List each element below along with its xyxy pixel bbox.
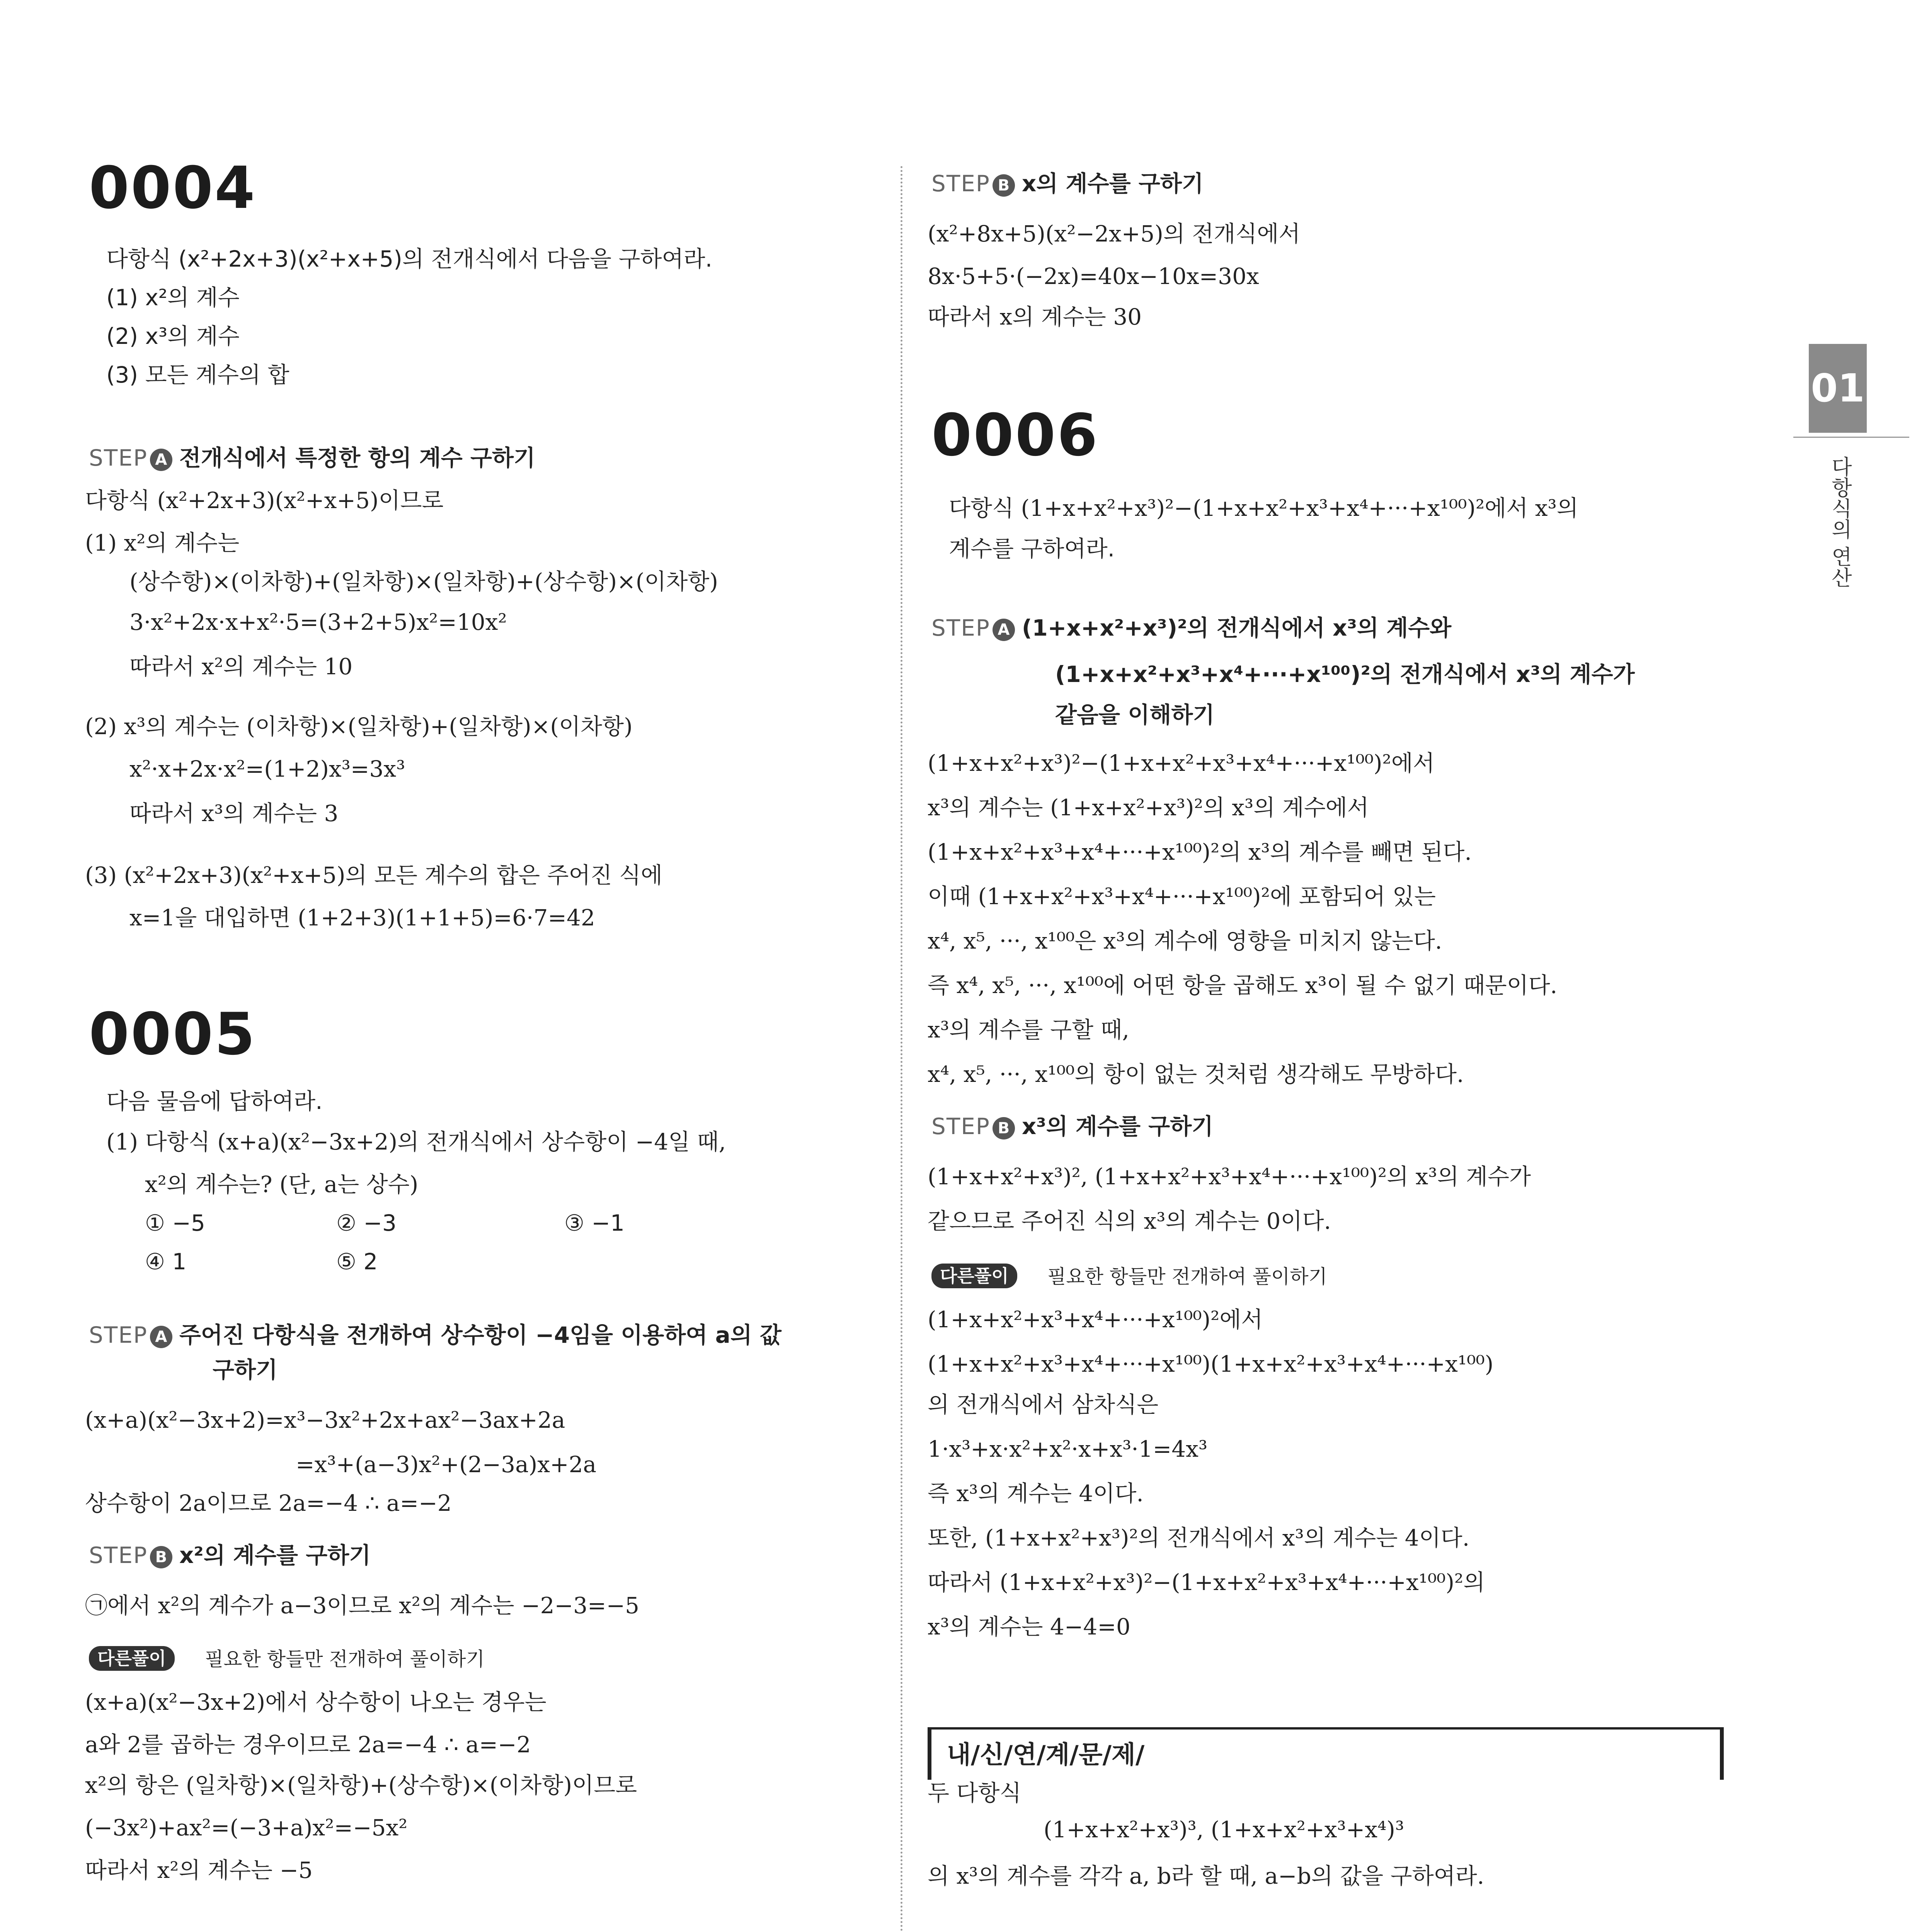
step-label: STEP: [931, 1113, 990, 1139]
solution-line: x³의 계수는 (1+x+x²+x³)²의 x³의 계수에서: [928, 794, 1369, 821]
naesin-question-line: 두 다항식: [928, 1780, 1021, 1806]
step-label: STEP: [931, 170, 990, 197]
solution-line: (3) (x²+2x+3)(x²+x+5)의 모든 계수의 합은 주어진 식에: [85, 862, 663, 888]
step-badge: A: [150, 449, 172, 471]
solution-line: 이때 (1+x+x²+x³+x⁴+···+x¹⁰⁰)²에 포함되어 있는: [928, 883, 1436, 910]
step-title: 주어진 다항식을 전개하여 상수항이 −4임을 이용하여 a의 값: [179, 1322, 781, 1348]
solution-line: (1+x+x²+x³+x⁴+···+x¹⁰⁰)²에서: [928, 1306, 1263, 1333]
solution-line: 다항식 (x²+2x+3)(x²+x+5)이므로: [85, 487, 444, 514]
naesin-question-line: (1+x+x²+x³)³, (1+x+x²+x³+x⁴)³: [1044, 1816, 1405, 1843]
solution-line: (1+x+x²+x³+x⁴+···+x¹⁰⁰)²의 x³의 계수를 빼면 된다.: [928, 839, 1472, 865]
solution-line: 같으므로 주어진 식의 x³의 계수는 0이다.: [928, 1208, 1331, 1234]
solution-line: (x+a)(x²−3x+2)에서 상수항이 나오는 경우는: [85, 1689, 546, 1715]
step-a-heading: [931, 614, 1451, 641]
solution-line: (−3x²)+ax²=(−3+a)x²=−5x²: [85, 1815, 408, 1841]
solution-line: 따라서 (1+x+x²+x³)²−(1+x+x²+x³+x⁴+···+x¹⁰⁰)²의: [928, 1569, 1485, 1595]
solution-line: 3·x²+2x·x+x²·5=(3+2+5)x²=10x²: [129, 609, 507, 635]
solution-line: a와 2를 곱하는 경우이므로 2a=−4 ∴ a=−2: [85, 1731, 531, 1758]
problem-number-0005: 0005: [89, 1001, 257, 1068]
solution-line: x⁴, x⁵, ···, x¹⁰⁰은 x³의 계수에 영향을 미치지 않는다.: [928, 928, 1442, 954]
solution-line: x³의 계수를 구할 때,: [928, 1017, 1129, 1043]
solution-line: x²의 항은 (일차항)×(일차항)+(상수항)×(이차항)이므로: [85, 1772, 637, 1798]
question-line: (1) x²의 계수: [106, 284, 240, 311]
solution-line: 의 전개식에서 삼차식은: [928, 1391, 1159, 1418]
question-line: (3) 모든 계수의 합: [106, 362, 289, 388]
solution-line: x⁴, x⁵, ···, x¹⁰⁰의 항이 없는 것처럼 생각해도 무방하다.: [928, 1061, 1464, 1087]
solution-line: 8x·5+5·(−2x)=40x−10x=30x: [928, 263, 1259, 289]
alt-solution-badge: 다른풀이: [89, 1646, 175, 1671]
problem-number-0004: 0004: [89, 155, 257, 222]
step-badge: B: [993, 1117, 1015, 1139]
solution-line: 즉 x⁴, x⁵, ···, x¹⁰⁰에 어떤 항을 곱해도 x³이 될 수 없기 때문이다.: [928, 972, 1558, 998]
chapter-label: 다항식의 연산: [1828, 456, 1852, 588]
solution-line: 상수항이 2a이므로 2a=−4 ∴ a=−2: [85, 1490, 452, 1516]
question-line: x²의 계수는? (단, a는 상수): [145, 1171, 419, 1197]
step-badge: A: [150, 1326, 172, 1348]
step-badge: B: [993, 174, 1015, 197]
step-b-heading: [931, 170, 1204, 197]
step-a-heading: [89, 1321, 781, 1349]
solution-line: (2) x³의 계수는 (이차항)×(일차항)+(일차항)×(이차항): [85, 713, 633, 740]
question-line: 다음 물음에 답하여라.: [106, 1088, 323, 1114]
solution-line: (1+x+x²+x³)²−(1+x+x²+x³+x⁴+···+x¹⁰⁰)²에서: [928, 750, 1435, 776]
solution-line: (x²+8x+5)(x²−2x+5)의 전개식에서: [928, 221, 1301, 247]
solution-line: (1+x+x²+x³+x⁴+···+x¹⁰⁰)(1+x+x²+x³+x⁴+···+x¹⁰⁰): [928, 1351, 1494, 1377]
step-badge: A: [993, 619, 1015, 641]
step-title-continued: 구하기: [213, 1357, 278, 1383]
step-b-heading: [931, 1113, 1213, 1140]
solution-line: =x³+(a−3)x²+(2−3a)x+2a: [296, 1451, 597, 1478]
step-title: x의 계수를 구하기: [1021, 170, 1204, 197]
question-line: (2) x³의 계수: [106, 323, 240, 349]
alt-solution-title: 필요한 항들만 전개하여 풀이하기: [205, 1648, 485, 1670]
solution-line: (1+x+x²+x³)², (1+x+x²+x³+x⁴+···+x¹⁰⁰)²의 x³의 계수가: [928, 1163, 1531, 1190]
step-a-heading: [89, 444, 535, 471]
solution-line: (x+a)(x²−3x+2)=x³−3x²+2x+ax²−3ax+2a: [85, 1407, 565, 1433]
solution-line: 또한, (1+x+x²+x³)²의 전개식에서 x³의 계수는 4이다.: [928, 1525, 1470, 1551]
solution-line: 따라서 x²의 계수는 10: [129, 653, 353, 680]
solution-line: 따라서 x³의 계수는 3: [129, 800, 339, 827]
question-line: (1) 다항식 (x+a)(x²−3x+2)의 전개식에서 상수항이 −4일 때,: [106, 1129, 726, 1155]
question-line: 다항식 (x²+2x+3)(x²+x+5)의 전개식에서 다음을 구하여라.: [106, 246, 713, 272]
question-line: 계수를 구하여라.: [949, 536, 1115, 562]
step-label: STEP: [931, 615, 990, 641]
solution-line: 따라서 x의 계수는 30: [928, 304, 1142, 330]
chapter-tab-rule: [1793, 437, 1909, 438]
step-badge: B: [150, 1546, 172, 1568]
choice: ⑤ 2: [336, 1248, 378, 1275]
question-line: 다항식 (1+x+x²+x³)²−(1+x+x²+x³+x⁴+···+x¹⁰⁰)²에서 x³의: [949, 495, 1578, 521]
solution-line: (1) x²의 계수는: [85, 530, 240, 556]
step-title: x²의 계수를 구하기: [179, 1542, 371, 1568]
choice: ③ −1: [564, 1210, 625, 1236]
solution-line: ㉠에서 x²의 계수가 a−3이므로 x²의 계수는 −2−3=−5: [85, 1592, 640, 1619]
choice: ② −3: [336, 1210, 397, 1236]
solution-line: 1·x³+x·x²+x²·x+x³·1=4x³: [928, 1436, 1208, 1462]
naesin-question-line: 의 x³의 계수를 각각 a, b라 할 때, a−b의 값을 구하여라.: [928, 1863, 1485, 1889]
chapter-tab: 01: [1809, 344, 1867, 433]
solution-line: 따라서 x²의 계수는 −5: [85, 1857, 313, 1883]
column-divider: [901, 166, 902, 1932]
alt-solution-title: 필요한 항들만 전개하여 풀이하기: [1047, 1265, 1327, 1288]
step-label: STEP: [89, 1322, 148, 1348]
step-label: STEP: [89, 1542, 148, 1568]
step-title-continued: 같음을 이해하기: [1055, 702, 1215, 728]
solution-line: x³의 계수는 4−4=0: [928, 1614, 1130, 1640]
step-title: 전개식에서 특정한 항의 계수 구하기: [179, 445, 536, 471]
choice: ④ 1: [145, 1248, 187, 1275]
problem-number-0006: 0006: [931, 402, 1099, 469]
solution-line: x=1을 대입하면 (1+2+3)(1+1+5)=6·7=42: [129, 905, 595, 931]
step-title: (1+x+x²+x³)²의 전개식에서 x³의 계수와: [1021, 615, 1452, 641]
step-title: x³의 계수를 구하기: [1021, 1113, 1214, 1139]
step-label: STEP: [89, 445, 148, 471]
solution-line: 즉 x³의 계수는 4이다.: [928, 1480, 1144, 1507]
step-b-heading: [89, 1542, 371, 1569]
alt-solution-badge: 다른풀이: [931, 1264, 1017, 1288]
choice: ① −5: [145, 1210, 205, 1236]
solution-line: x²·x+2x·x²=(1+2)x³=3x³: [129, 756, 405, 782]
solution-line: (상수항)×(이차항)+(일차항)×(일차항)+(상수항)×(이차항): [129, 568, 718, 595]
step-title-continued: (1+x+x²+x³+x⁴+···+x¹⁰⁰)²의 전개식에서 x³의 계수가: [1055, 661, 1635, 687]
naesin-title: 내/신/연/계/문/제/: [947, 1741, 1145, 1769]
